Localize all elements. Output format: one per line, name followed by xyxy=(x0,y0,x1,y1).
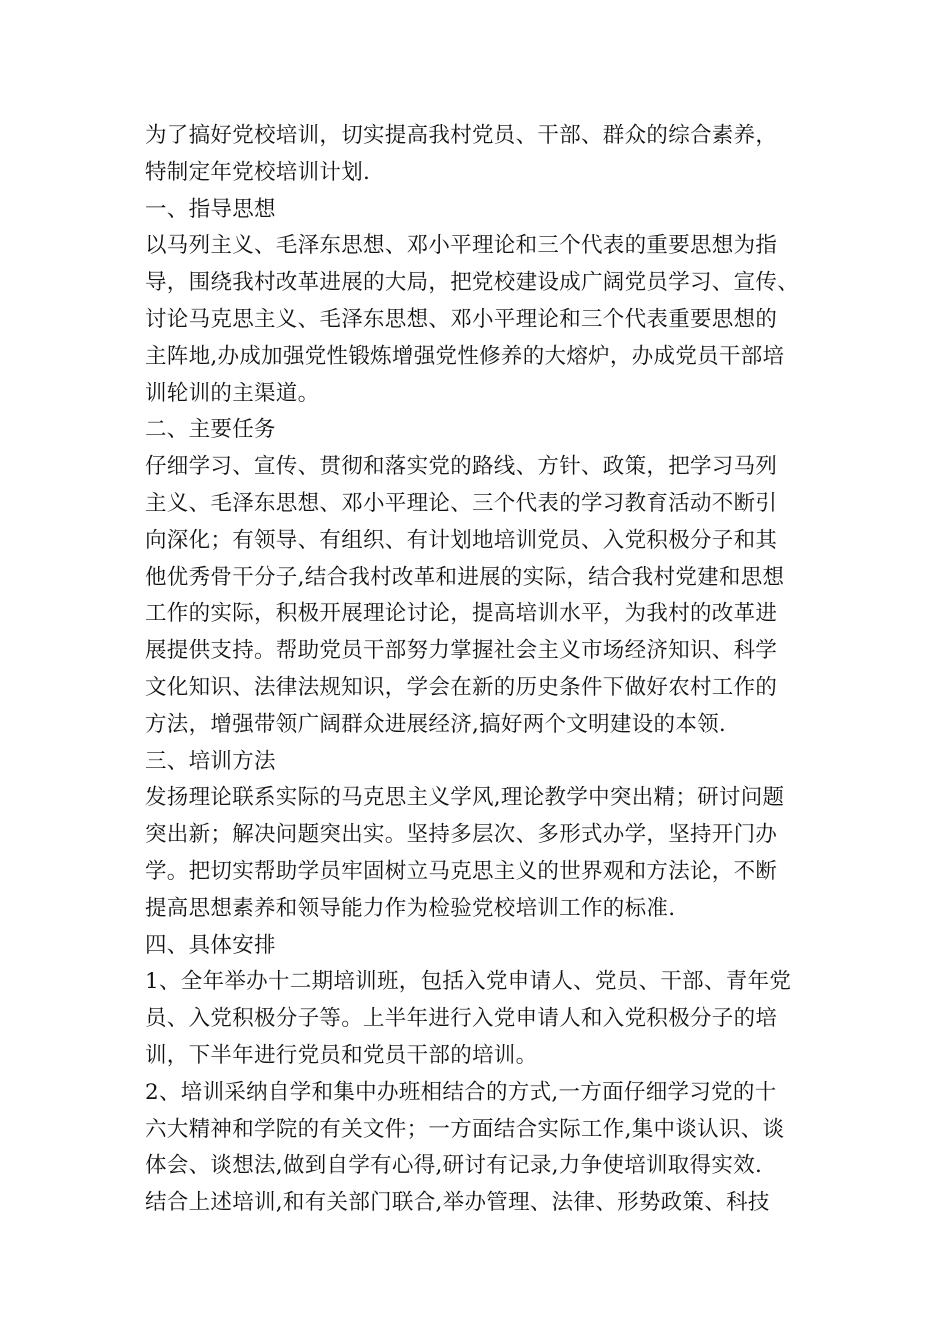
paragraph-line: 导，围绕我村改革进展的大局，把党校建设成广阔党员学习、宣传、 xyxy=(145,270,800,296)
paragraph-line: 主义、毛泽东思想、邓小平理论、三个代表的学习教育活动不断引 xyxy=(145,490,778,516)
paragraph-line: 文化知识、法律法规知识，学会在新的历史条件下做好农村工作的 xyxy=(145,674,778,700)
intro-line: 特制定年党校培训计划. xyxy=(145,159,371,185)
list-item-line: 体会、谈想法,做到自学有心得,研讨有记录,力争使培训取得实效. xyxy=(145,1153,763,1179)
list-item-line: 训，下半年进行党员和党员干部的培训。 xyxy=(145,1042,538,1068)
section-heading-main-tasks: 二、主要任务 xyxy=(145,417,276,443)
list-item-line: 六大精神和学院的有关文件；一方面结合实际工作,集中谈认识、谈 xyxy=(145,1116,785,1142)
section-heading-training-methods: 三、培训方法 xyxy=(145,748,276,774)
paragraph-line: 主阵地,办成加强党性锻炼增强党性修养的大熔炉，办成党员干部培 xyxy=(145,343,785,369)
document-body xyxy=(145,118,835,1222)
paragraph-line: 工作的实际，积极开展理论讨论，提高培训水平，为我村的改革进 xyxy=(145,601,778,627)
paragraph-line: 讨论马克思主义、毛泽东思想、邓小平理论和三个代表重要思想的 xyxy=(145,306,778,332)
paragraph-line: 方法，增强带领广阔群众进展经济,搞好两个文明建设的本领. xyxy=(145,711,727,737)
paragraph-line: 发扬理论联系实际的马克思主义学风,理论教学中突出精；研讨问题 xyxy=(145,785,785,811)
paragraph-line: 展提供支持。帮助党员干部努力掌握社会主义市场经济知识、科学 xyxy=(145,638,778,664)
list-item-line: 1、全年举办十二期培训班，包括入党申请人、党员、干部、青年党 xyxy=(145,969,792,995)
section-heading-specific-arrangements: 四、具体安排 xyxy=(145,932,276,958)
paragraph-line: 学。把切实帮助学员牢固树立马克思主义的世界观和方法论，不断 xyxy=(145,858,778,884)
paragraph-line: 以马列主义、毛泽东思想、邓小平理论和三个代表的重要思想为指 xyxy=(145,233,778,259)
paragraph-line: 训轮训的主渠道。 xyxy=(145,380,320,406)
intro-line: 为了搞好党校培训，切实提高我村党员、干部、群众的综合素养， xyxy=(145,123,778,148)
paragraph-line: 突出新；解决问题突出实。坚持多层次、多形式办学，坚持开门办 xyxy=(145,822,778,848)
paragraph-line: 仔细学习、宣传、贯彻和落实党的路线、方针、政策，把学习马列 xyxy=(145,454,778,480)
section-heading-guiding-ideology: 一、指导思想 xyxy=(145,196,276,222)
paragraph-line: 提高思想素养和领导能力作为检验党校培训工作的标准. xyxy=(145,895,676,921)
list-item-line: 员、入党积极分子等。上半年进行入党申请人和入党积极分子的培 xyxy=(145,1006,778,1032)
paragraph-line: 他优秀骨干分子,结合我村改革和进展的实际，结合我村党建和思想 xyxy=(145,564,785,590)
list-item-line: 2、培训采纳自学和集中办班相结合的方式,一方面仔细学习党的十 xyxy=(145,1079,777,1105)
paragraph-line: 向深化；有领导、有组织、有计划地培训党员、入党积极分子和其 xyxy=(145,527,778,553)
paragraph-line: 结合上述培训,和有关部门联合,举办管理、法律、形势政策、科技 xyxy=(145,1190,770,1216)
